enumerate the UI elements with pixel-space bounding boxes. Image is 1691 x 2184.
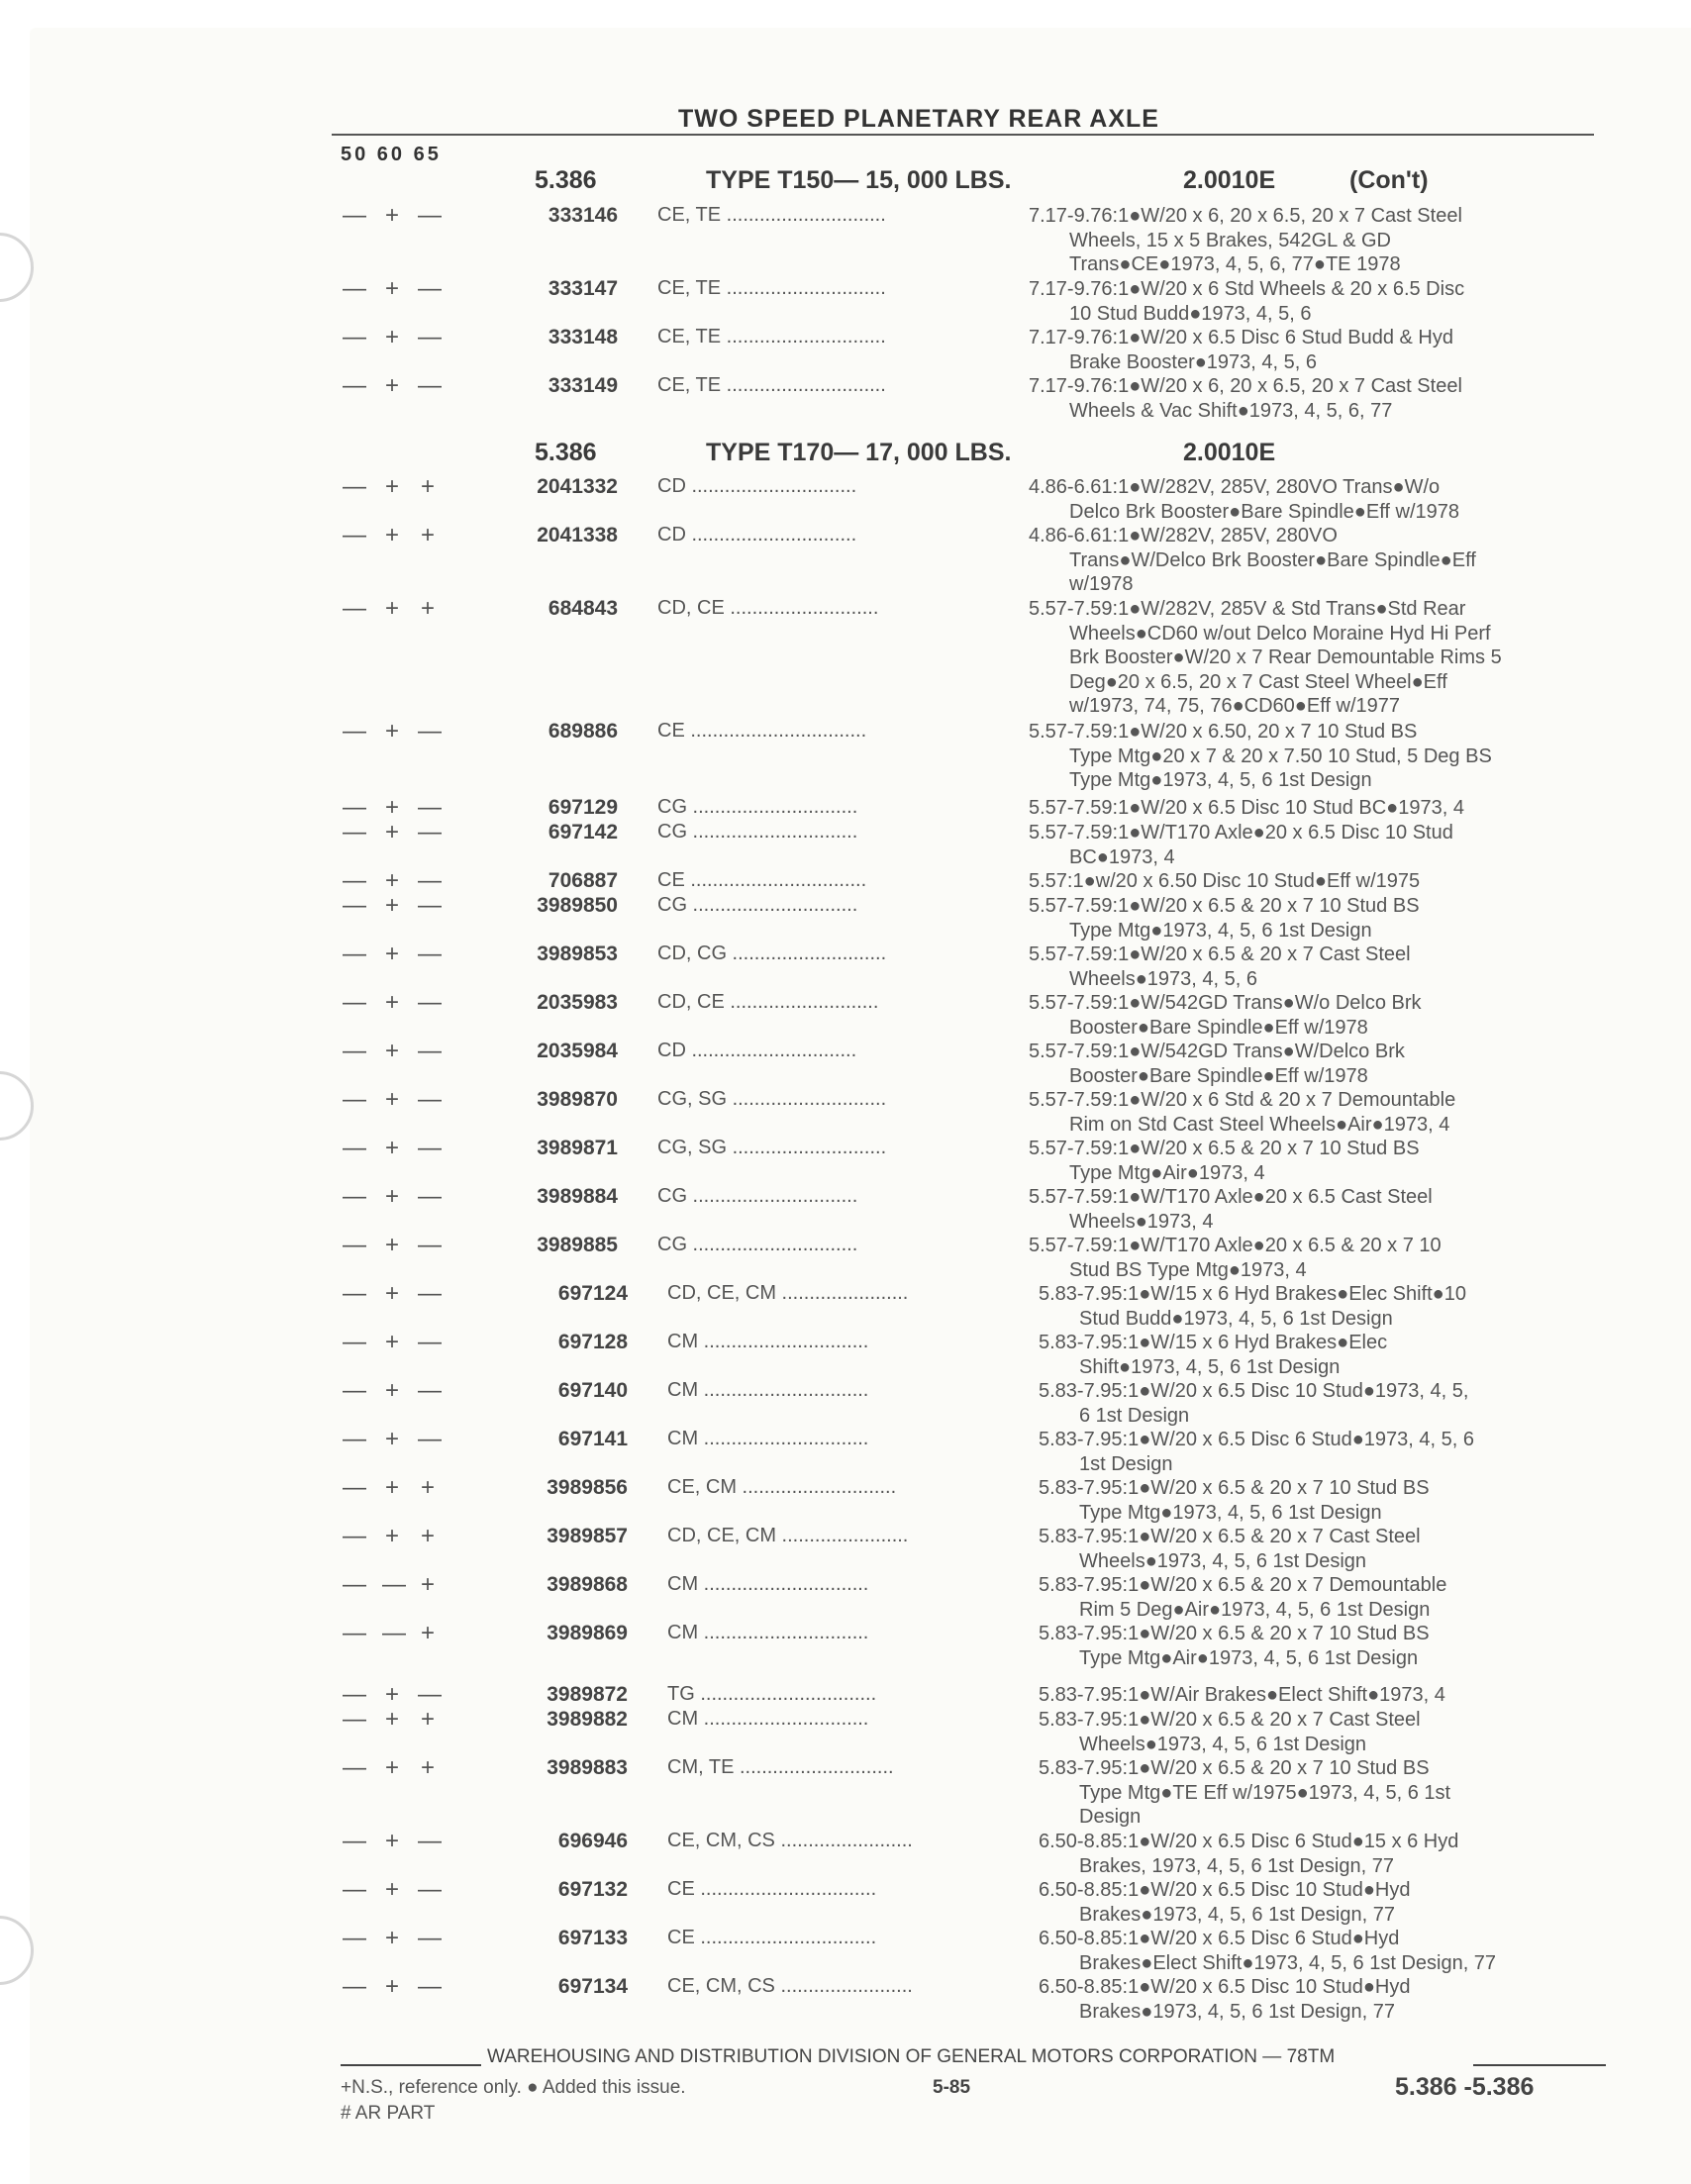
model-codes: CG .............................. xyxy=(657,796,858,818)
description-line: 5.57-7.59:1●W/20 x 6.5 & 20 x 7 10 Stud BS xyxy=(1029,895,1420,917)
year-availability-mark: — xyxy=(418,1232,442,1258)
year-availability-mark: — xyxy=(343,1681,366,1708)
model-codes: CG .............................. xyxy=(657,1185,858,1207)
part-number: 3989883 xyxy=(547,1756,628,1779)
year-availability-mark: — xyxy=(418,1681,442,1708)
year-availability-mark: — xyxy=(418,1135,442,1161)
model-codes: CE ................................ xyxy=(657,869,867,891)
year-availability-mark: — xyxy=(418,867,442,894)
description-line: 5.83-7.95:1●W/15 x 6 Hyd Brakes●Elec Shift●10 xyxy=(1039,1283,1467,1305)
part-number: 697124 xyxy=(557,1282,628,1305)
description-line: Stud Budd●1973, 4, 5, 6 1st Design xyxy=(1079,1307,1393,1330)
year-availability-mark: — xyxy=(418,1828,442,1854)
year-availability-mark: — xyxy=(343,1038,366,1064)
description-line: 5.83-7.95:1●W/15 x 6 Hyd Brakes●Elec xyxy=(1039,1332,1388,1353)
part-description xyxy=(1029,204,1613,277)
part-number: 3989853 xyxy=(537,943,618,965)
year-availability-mark: — xyxy=(418,794,442,821)
description-line: Type Mtg●1973, 4, 5, 6 1st Design xyxy=(1069,919,1372,942)
year-availability-mark: + xyxy=(384,1329,399,1355)
model-codes: CE, CM, CS ........................ xyxy=(667,1830,913,1851)
description-line: Type Mtg●1973, 4, 5, 6 1st Design xyxy=(1069,769,1372,791)
part-number: 2041332 xyxy=(537,475,618,498)
part-description xyxy=(1029,597,1613,719)
description-line: Stud BS Type Mtg●1973, 4 xyxy=(1069,1258,1307,1281)
description-line: Trans●W/Delco Brk Booster●Bare Spindle●Eff xyxy=(1069,548,1476,571)
year-availability-mark: + xyxy=(420,1706,435,1733)
description-line: Deg●20 x 6.5, 20 x 7 Cast Steel Wheel●Eff xyxy=(1069,670,1447,693)
footer-rule-left xyxy=(341,2064,481,2066)
year-availability-mark: + xyxy=(384,1426,399,1452)
part-description xyxy=(1029,475,1613,524)
part-number: 2041338 xyxy=(537,524,618,546)
model-codes: CE ................................ xyxy=(667,1878,877,1900)
part-number: 3989856 xyxy=(547,1476,628,1499)
description-line: Wheels & Vac Shift●1973, 4, 5, 6, 77 xyxy=(1069,399,1393,422)
part-description xyxy=(1029,277,1613,326)
model-codes: CE, TE ............................. xyxy=(657,277,886,299)
year-availability-mark: — xyxy=(343,718,366,745)
year-availability-mark: + xyxy=(384,794,399,821)
binder-hole-bottom xyxy=(0,1916,34,1985)
part-number: 3989884 xyxy=(537,1185,618,1208)
part-number: 2035983 xyxy=(537,991,618,1014)
year-availability-mark: — xyxy=(343,473,366,500)
year-availability-mark: + xyxy=(384,473,399,500)
year-availability-mark: — xyxy=(418,1038,442,1064)
year-availability-mark: + xyxy=(384,1183,399,1210)
part-description xyxy=(1039,1975,1623,2024)
year-availability-mark: — xyxy=(343,1086,366,1113)
year-availability-mark: — xyxy=(343,1135,366,1161)
description-line: Brk Booster●W/20 x 7 Rear Demountable Rims 5 xyxy=(1069,646,1502,668)
year-availability-mark: — xyxy=(382,1620,406,1646)
model-codes: CD, CE ........................... xyxy=(657,991,879,1013)
description-line: Brake Booster●1973, 4, 5, 6 xyxy=(1069,350,1318,373)
years-header: 50 60 65 xyxy=(341,144,442,165)
year-availability-mark: + xyxy=(420,1754,435,1781)
footer-note-ns: +N.S., reference only. ● Added this issue. xyxy=(341,2077,686,2098)
description-line: Type Mtg●Air●1973, 4 xyxy=(1069,1161,1265,1184)
description-line: Rim 5 Deg●Air●1973, 4, 5, 6 1st Design xyxy=(1079,1598,1431,1621)
part-description xyxy=(1029,374,1613,423)
year-availability-mark: + xyxy=(384,1474,399,1501)
year-availability-mark: — xyxy=(343,1754,366,1781)
description-line: 5.57:1●w/20 x 6.50 Disc 10 Stud●Eff w/1975 xyxy=(1029,870,1421,892)
part-number: 333148 xyxy=(547,326,618,348)
year-availability-mark: + xyxy=(384,1038,399,1064)
model-codes: CM .............................. xyxy=(667,1428,869,1449)
year-availability-mark: — xyxy=(418,892,442,919)
part-description xyxy=(1039,1708,1623,1756)
part-number: 3989885 xyxy=(537,1234,618,1256)
description-line: 6.50-8.85:1●W/20 x 6.5 Disc 6 Stud●15 x 6 Hyd xyxy=(1039,1831,1459,1852)
section-group: 5.386 xyxy=(535,166,597,194)
year-availability-mark: — xyxy=(343,892,366,919)
description-line: 5.57-7.59:1●W/542GD Trans●W/o Delco Brk xyxy=(1029,992,1422,1014)
year-availability-mark: — xyxy=(418,372,442,399)
description-line: 7.17-9.76:1●W/20 x 6.5 Disc 6 Stud Budd & Hyd xyxy=(1029,327,1453,348)
year-availability-mark: — xyxy=(418,1925,442,1951)
description-line: Wheels●1973, 4, 5, 6 1st Design xyxy=(1079,1733,1367,1755)
footer-note-ar: # AR PART xyxy=(341,2103,436,2124)
year-availability-mark: — xyxy=(343,1523,366,1549)
part-description xyxy=(1039,1683,1623,1708)
year-availability-mark: + xyxy=(384,892,399,919)
model-codes: CD .............................. xyxy=(657,524,857,546)
description-line: Brakes, 1973, 4, 5, 6 1st Design, 77 xyxy=(1079,1854,1394,1877)
part-description xyxy=(1039,1573,1623,1622)
part-description xyxy=(1029,821,1613,869)
part-description xyxy=(1039,1525,1623,1573)
year-availability-mark: — xyxy=(343,1183,366,1210)
part-description xyxy=(1029,720,1613,793)
description-line: 5.83-7.95:1●W/20 x 6.5 & 20 x 7 Cast Steel xyxy=(1039,1526,1421,1547)
description-line: 10 Stud Budd●1973, 4, 5, 6 xyxy=(1069,302,1312,325)
model-codes: CD, CG ............................ xyxy=(657,943,887,964)
year-availability-mark: — xyxy=(343,989,366,1016)
section-type: TYPE T150— 15, 000 LBS. xyxy=(706,166,1012,194)
description-line: 5.83-7.95:1●W/20 x 6.5 Disc 10 Stud●1973, 4, 5, xyxy=(1039,1380,1469,1402)
model-codes: CE, TE ............................. xyxy=(657,326,886,347)
year-availability-mark: + xyxy=(384,522,399,548)
model-codes: CG, SG ............................ xyxy=(657,1088,887,1110)
year-availability-mark: — xyxy=(418,819,442,845)
year-availability-mark: + xyxy=(384,372,399,399)
year-availability-mark: + xyxy=(384,1523,399,1549)
section-group: 5.386 xyxy=(535,439,597,466)
description-line: 4.86-6.61:1●W/282V, 285V, 280VO Trans●W/o xyxy=(1029,476,1441,498)
description-line: Wheels, 15 x 5 Brakes, 542GL & GD xyxy=(1069,229,1391,251)
year-availability-mark: — xyxy=(343,595,366,622)
year-availability-mark: — xyxy=(343,819,366,845)
description-line: 6.50-8.85:1●W/20 x 6.5 Disc 10 Stud●Hyd xyxy=(1039,1976,1411,1998)
year-availability-mark: — xyxy=(418,718,442,745)
model-codes: CD, CE, CM ....................... xyxy=(667,1525,909,1546)
year-availability-mark: + xyxy=(420,1620,435,1646)
part-description xyxy=(1039,1476,1623,1525)
year-availability-mark: — xyxy=(343,324,366,350)
year-availability-mark: + xyxy=(384,989,399,1016)
year-availability-mark: + xyxy=(384,275,399,302)
part-number: 697140 xyxy=(557,1379,628,1402)
year-availability-mark: + xyxy=(384,1232,399,1258)
description-line: Brakes●Elect Shift●1973, 4, 5, 6 1st Design, 77 xyxy=(1079,1951,1497,1974)
year-availability-mark: + xyxy=(420,473,435,500)
year-availability-mark: + xyxy=(384,1973,399,2000)
year-availability-mark: — xyxy=(343,1232,366,1258)
part-description xyxy=(1029,1088,1613,1137)
description-line: Wheels●1973, 4, 5, 6 1st Design xyxy=(1079,1549,1367,1572)
description-line: Trans●CE●1973, 4, 5, 6, 77●TE 1978 xyxy=(1069,253,1401,275)
footer-division: WAREHOUSING AND DISTRIBUTION DIVISION OF GENERAL MOTORS CORPORATION — 78TM xyxy=(487,2046,1336,2067)
description-line: Type Mtg●TE Eff w/1975●1973, 4, 5, 6 1st xyxy=(1079,1781,1451,1804)
part-number: 3989869 xyxy=(547,1622,628,1644)
model-codes: CM .............................. xyxy=(667,1331,869,1352)
year-availability-mark: + xyxy=(384,819,399,845)
part-number: 3989872 xyxy=(547,1683,628,1706)
year-availability-mark: + xyxy=(384,1280,399,1307)
year-availability-mark: + xyxy=(384,1135,399,1161)
year-availability-mark: + xyxy=(384,1828,399,1854)
description-line: 5.57-7.59:1●W/20 x 6.5 & 20 x 7 Cast Steel xyxy=(1029,943,1411,965)
description-line: Delco Brk Booster●Bare Spindle●Eff w/1978 xyxy=(1069,500,1459,523)
part-description xyxy=(1029,1040,1613,1088)
model-codes: CG, SG ............................ xyxy=(657,1137,887,1158)
year-availability-mark: + xyxy=(384,941,399,967)
year-availability-mark: + xyxy=(384,867,399,894)
year-availability-mark: — xyxy=(343,1925,366,1951)
year-availability-mark: — xyxy=(343,794,366,821)
year-availability-mark: + xyxy=(420,1523,435,1549)
description-line: Booster●Bare Spindle●Eff w/1978 xyxy=(1069,1016,1368,1039)
description-line: 7.17-9.76:1●W/20 x 6, 20 x 6.5, 20 x 7 Cast Steel xyxy=(1029,205,1462,227)
year-availability-mark: — xyxy=(343,941,366,967)
year-availability-mark: + xyxy=(384,1681,399,1708)
year-availability-mark: — xyxy=(343,202,366,229)
year-availability-mark: + xyxy=(384,202,399,229)
part-number: 697132 xyxy=(557,1878,628,1901)
year-availability-mark: — xyxy=(418,1183,442,1210)
model-codes: CM .............................. xyxy=(667,1708,869,1730)
year-availability-mark: — xyxy=(418,1426,442,1452)
part-description xyxy=(1029,1137,1613,1185)
binder-hole-middle xyxy=(0,1071,34,1141)
description-line: Wheels●1973, 4 xyxy=(1069,1210,1214,1233)
year-availability-mark: — xyxy=(343,1620,366,1646)
part-number: 706887 xyxy=(547,869,618,892)
model-codes: CM, TE ............................ xyxy=(667,1756,894,1778)
description-line: Booster●Bare Spindle●Eff w/1978 xyxy=(1069,1064,1368,1087)
year-availability-mark: + xyxy=(384,1086,399,1113)
description-line: w/1973, 74, 75, 76●CD60●Eff w/1977 xyxy=(1069,695,1401,717)
part-number: 684843 xyxy=(547,597,618,620)
description-line: 5.57-7.59:1●W/542GD Trans●W/Delco Brk xyxy=(1029,1041,1405,1062)
part-description xyxy=(1039,1622,1623,1670)
model-codes: CD .............................. xyxy=(657,1040,857,1061)
year-availability-mark: — xyxy=(418,1086,442,1113)
year-availability-mark: — xyxy=(418,324,442,350)
description-line: Brakes●1973, 4, 5, 6 1st Design, 77 xyxy=(1079,1903,1395,1926)
year-availability-mark: — xyxy=(418,202,442,229)
year-availability-mark: — xyxy=(418,1329,442,1355)
description-line: Type Mtg●Air●1973, 4, 5, 6 1st Design xyxy=(1079,1646,1419,1669)
section-code: 2.0010E xyxy=(1183,166,1276,194)
model-codes: CM .............................. xyxy=(667,1622,869,1643)
model-codes: CG .............................. xyxy=(657,821,858,843)
description-line: 5.83-7.95:1●W/20 x 6.5 & 20 x 7 10 Stud BS xyxy=(1039,1757,1430,1779)
description-line: 5.83-7.95:1●W/Air Brakes●Elect Shift●1973, 4 xyxy=(1039,1684,1445,1706)
description-line: Wheels●1973, 4, 5, 6 xyxy=(1069,967,1257,990)
description-line: Type Mtg●20 x 7 & 20 x 7.50 10 Stud, 5 Deg BS xyxy=(1069,745,1492,767)
model-codes: CE, TE ............................. xyxy=(657,374,886,396)
part-number: 3989871 xyxy=(537,1137,618,1159)
page-title: TWO SPEED PLANETARY REAR AXLE xyxy=(678,105,1159,133)
year-availability-mark: — xyxy=(382,1571,406,1598)
description-line: 5.83-7.95:1●W/20 x 6.5 & 20 x 7 10 Stud BS xyxy=(1039,1477,1430,1499)
year-availability-mark: + xyxy=(384,595,399,622)
part-description xyxy=(1039,1756,1623,1830)
year-availability-mark: + xyxy=(384,324,399,350)
part-number: 697128 xyxy=(557,1331,628,1353)
model-codes: CE, CM ............................ xyxy=(667,1476,897,1498)
model-codes: CE ................................ xyxy=(657,720,867,742)
description-line: 6 1st Design xyxy=(1079,1404,1190,1427)
model-codes: TG ................................ xyxy=(667,1683,877,1705)
part-number: 696946 xyxy=(557,1830,628,1852)
description-line: Rim on Std Cast Steel Wheels●Air●1973, 4 xyxy=(1069,1113,1450,1136)
part-number: 697134 xyxy=(557,1975,628,1998)
part-description xyxy=(1029,326,1613,374)
part-description xyxy=(1029,894,1613,943)
model-codes: CE, TE ............................. xyxy=(657,204,886,226)
description-line: 4.86-6.61:1●W/282V, 285V, 280VO xyxy=(1029,525,1338,546)
description-line: 5.83-7.95:1●W/20 x 6.5 & 20 x 7 10 Stud BS xyxy=(1039,1623,1430,1644)
model-codes: CD .............................. xyxy=(657,475,857,497)
part-number: 333147 xyxy=(547,277,618,300)
group-range: 5.386 -5.386 xyxy=(1395,2073,1535,2101)
description-line: 1st Design xyxy=(1079,1452,1173,1475)
year-availability-mark: + xyxy=(384,1925,399,1951)
description-line: 6.50-8.85:1●W/20 x 6.5 Disc 6 Stud●Hyd xyxy=(1039,1928,1400,1949)
part-description xyxy=(1039,1331,1623,1379)
year-availability-mark: + xyxy=(384,1377,399,1404)
model-codes: CM .............................. xyxy=(667,1379,869,1401)
model-codes: CM .............................. xyxy=(667,1573,869,1595)
description-line: 5.57-7.59:1●W/20 x 6 Std & 20 x 7 Demountable xyxy=(1029,1089,1456,1111)
year-availability-mark: — xyxy=(343,1876,366,1903)
description-line: 5.57-7.59:1●W/T170 Axle●20 x 6.5 Cast Steel xyxy=(1029,1186,1433,1208)
part-description xyxy=(1039,1878,1623,1927)
part-number: 333149 xyxy=(547,374,618,397)
part-number: 689886 xyxy=(547,720,618,743)
year-availability-mark: + xyxy=(420,522,435,548)
part-number: 697129 xyxy=(547,796,618,819)
part-description xyxy=(1039,1379,1623,1428)
description-line: 5.57-7.59:1●W/20 x 6.50, 20 x 7 10 Stud BS xyxy=(1029,721,1418,743)
part-number: 697141 xyxy=(557,1428,628,1450)
year-availability-mark: — xyxy=(343,522,366,548)
description-line: BC●1973, 4 xyxy=(1069,845,1175,868)
title-rule xyxy=(332,134,1594,136)
part-description xyxy=(1039,1927,1623,1975)
year-availability-mark: + xyxy=(420,1474,435,1501)
description-line: 5.57-7.59:1●W/282V, 285V & Std Trans●Std Rear xyxy=(1029,598,1466,620)
part-description xyxy=(1039,1282,1623,1331)
part-description xyxy=(1029,524,1613,597)
year-availability-mark: — xyxy=(343,1973,366,2000)
section-continued: (Con't) xyxy=(1349,166,1429,194)
year-availability-mark: — xyxy=(343,1828,366,1854)
year-availability-mark: — xyxy=(418,989,442,1016)
part-number: 697133 xyxy=(557,1927,628,1949)
model-codes: CE ................................ xyxy=(667,1927,877,1948)
description-line: Brakes●1973, 4, 5, 6 1st Design, 77 xyxy=(1079,2000,1395,2023)
description-line: 6.50-8.85:1●W/20 x 6.5 Disc 10 Stud●Hyd xyxy=(1039,1879,1411,1901)
year-availability-mark: + xyxy=(420,1571,435,1598)
part-description xyxy=(1029,1234,1613,1282)
year-availability-mark: + xyxy=(384,1706,399,1733)
year-availability-mark: — xyxy=(343,1280,366,1307)
part-description xyxy=(1029,943,1613,991)
model-codes: CD, CE, CM ....................... xyxy=(667,1282,909,1304)
description-line: 5.57-7.59:1●W/T170 Axle●20 x 6.5 & 20 x 7 10 xyxy=(1029,1235,1442,1256)
binder-hole-top xyxy=(0,233,34,302)
year-availability-mark: — xyxy=(343,1377,366,1404)
part-number: 3989882 xyxy=(547,1708,628,1731)
model-codes: CD, CE ........................... xyxy=(657,597,879,619)
model-codes: CE, CM, CS ........................ xyxy=(667,1975,913,1997)
year-availability-mark: — xyxy=(343,867,366,894)
year-availability-mark: — xyxy=(418,1876,442,1903)
year-availability-mark: + xyxy=(384,718,399,745)
year-availability-mark: — xyxy=(343,1329,366,1355)
part-number: 2035984 xyxy=(537,1040,618,1062)
description-line: Type Mtg●1973, 4, 5, 6 1st Design xyxy=(1079,1501,1382,1524)
part-number: 333146 xyxy=(547,204,618,227)
description-line: w/1978 xyxy=(1069,573,1134,595)
description-line: 5.83-7.95:1●W/20 x 6.5 & 20 x 7 Demountable xyxy=(1039,1574,1447,1596)
description-line: 5.57-7.59:1●W/20 x 6.5 Disc 10 Stud BC●1973, 4 xyxy=(1029,797,1464,819)
section-code: 2.0010E xyxy=(1183,439,1276,466)
year-availability-mark: — xyxy=(343,1571,366,1598)
year-availability-mark: — xyxy=(343,1474,366,1501)
year-availability-mark: — xyxy=(418,1377,442,1404)
part-number: 697142 xyxy=(547,821,618,844)
year-availability-mark: — xyxy=(418,275,442,302)
part-description xyxy=(1029,1185,1613,1234)
description-line: 5.57-7.59:1●W/T170 Axle●20 x 6.5 Disc 10 Stud xyxy=(1029,822,1453,844)
year-availability-mark: — xyxy=(418,1280,442,1307)
part-number: 3989868 xyxy=(547,1573,628,1596)
year-availability-mark: — xyxy=(418,1973,442,2000)
year-availability-mark: — xyxy=(343,372,366,399)
year-availability-mark: — xyxy=(418,941,442,967)
description-line: 5.83-7.95:1●W/20 x 6.5 & 20 x 7 Cast Steel xyxy=(1039,1709,1421,1731)
year-availability-mark: — xyxy=(343,1706,366,1733)
description-line: Wheels●CD60 w/out Delco Moraine Hyd Hi Perf xyxy=(1069,622,1491,645)
part-description xyxy=(1039,1830,1623,1878)
part-number: 3989870 xyxy=(537,1088,618,1111)
year-availability-mark: — xyxy=(343,275,366,302)
description-line: 7.17-9.76:1●W/20 x 6 Std Wheels & 20 x 6.5 Disc xyxy=(1029,278,1465,300)
part-description xyxy=(1039,1428,1623,1476)
description-line: 5.57-7.59:1●W/20 x 6.5 & 20 x 7 10 Stud BS xyxy=(1029,1138,1420,1159)
model-codes: CG .............................. xyxy=(657,1234,858,1255)
part-number: 3989857 xyxy=(547,1525,628,1547)
year-availability-mark: + xyxy=(420,595,435,622)
section-type: TYPE T170— 17, 000 LBS. xyxy=(706,439,1012,466)
footer-rule-right xyxy=(1473,2064,1606,2066)
year-availability-mark: + xyxy=(384,1876,399,1903)
part-number: 3989850 xyxy=(537,894,618,917)
part-description xyxy=(1029,796,1613,821)
model-codes: CG .............................. xyxy=(657,894,858,916)
part-description xyxy=(1029,869,1613,894)
description-line: 7.17-9.76:1●W/20 x 6, 20 x 6.5, 20 x 7 Cast Steel xyxy=(1029,375,1462,397)
part-description xyxy=(1029,991,1613,1040)
description-line: Shift●1973, 4, 5, 6 1st Design xyxy=(1079,1355,1341,1378)
page-number: 5-85 xyxy=(933,2077,971,2098)
description-line: 5.83-7.95:1●W/20 x 6.5 Disc 6 Stud●1973, 4, 5, 6 xyxy=(1039,1429,1474,1450)
year-availability-mark: + xyxy=(384,1754,399,1781)
year-availability-mark: — xyxy=(343,1426,366,1452)
description-line: Design xyxy=(1079,1806,1142,1828)
